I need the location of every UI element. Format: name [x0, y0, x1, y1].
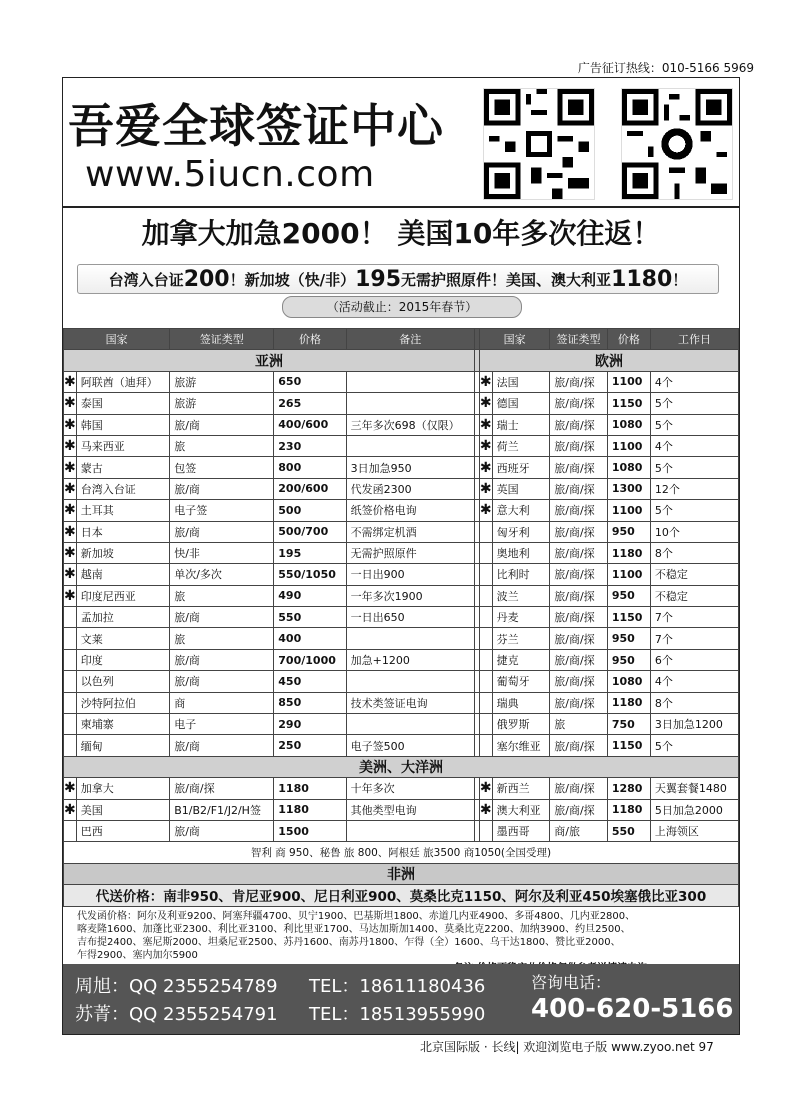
table-header-row	[64, 329, 739, 350]
price-cell: 650	[274, 371, 346, 392]
asterisk-icon: ✱	[479, 435, 492, 456]
col-price-2: 价格	[607, 329, 650, 350]
country-cell: 马来西亚	[76, 435, 169, 456]
asterisk-icon: ✱	[64, 542, 77, 563]
price-cell: 1180	[274, 778, 346, 799]
table-row	[64, 735, 739, 756]
table-row	[64, 628, 739, 649]
asterisk-icon: ✱	[479, 500, 492, 521]
price-cell: 290	[274, 714, 346, 735]
price-cell: 265	[274, 393, 346, 414]
table-row	[64, 585, 739, 606]
asterisk-icon	[479, 714, 492, 735]
country-cell: 葡萄牙	[492, 671, 550, 692]
table-row	[64, 478, 739, 499]
country-cell: 波兰	[492, 585, 550, 606]
days-cell: 5个	[650, 500, 738, 521]
brand-title: 吾爱全球签证中心	[68, 99, 444, 153]
table-row	[64, 607, 739, 628]
price-cell: 1100	[607, 435, 650, 456]
asterisk-icon: ✱	[64, 778, 77, 799]
table-row	[64, 799, 739, 820]
note-cell: 纸签价格电询	[346, 500, 474, 521]
note-cell: 一日出650	[346, 607, 474, 628]
country-cell: 泰国	[76, 393, 169, 414]
days-cell: 4个	[650, 371, 738, 392]
note-cell: 十年多次	[346, 778, 474, 799]
promo-price-b: 195	[355, 266, 402, 292]
country-cell: 越南	[76, 564, 169, 585]
price-cell: 1080	[607, 414, 650, 435]
type-cell: 旅/商	[170, 607, 274, 628]
type-cell: 旅	[550, 714, 608, 735]
table-row	[64, 778, 739, 799]
col-note: 备注	[346, 329, 474, 350]
type-cell: 旅/商	[170, 820, 274, 841]
asterisk-icon	[64, 820, 77, 841]
type-cell: 旅游	[170, 371, 274, 392]
country-cell: 墨西哥	[492, 820, 550, 841]
country-cell: 缅甸	[76, 735, 169, 756]
type-cell: 旅/商/探	[550, 778, 608, 799]
note-line: 喀麦隆1600、加蓬比亚2300、利比亚3100、利比里亚1700、马达加斯加1400、莫桑比克2200、加纳3900、约旦2500、	[77, 924, 631, 935]
days-cell: 5个	[650, 393, 738, 414]
section-row	[64, 863, 739, 884]
type-cell: 旅/商	[170, 414, 274, 435]
note-cell	[346, 393, 474, 414]
country-cell: 英国	[492, 478, 550, 499]
type-cell: 旅	[170, 435, 274, 456]
price-cell: 950	[607, 649, 650, 670]
col-type: 签证类型	[170, 329, 274, 350]
asterisk-icon	[64, 628, 77, 649]
contact-bar	[63, 964, 739, 1034]
asterisk-icon: ✱	[479, 778, 492, 799]
asterisk-icon	[479, 820, 492, 841]
country-cell: 巴西	[76, 820, 169, 841]
asterisk-icon: ✱	[64, 478, 77, 499]
visa-price-table	[63, 328, 739, 907]
days-cell: 7个	[650, 607, 738, 628]
type-cell: 旅/商/探	[550, 435, 608, 456]
country-cell: 印度	[76, 649, 169, 670]
days-cell: 5日加急2000	[650, 799, 738, 820]
type-cell: B1/B2/F1/J2/H签	[170, 799, 274, 820]
asterisk-icon	[479, 735, 492, 756]
price-cell: 1500	[274, 820, 346, 841]
type-cell: 包签	[170, 457, 274, 478]
contact-tel-2[interactable]: TEL：18513955990	[309, 1004, 486, 1025]
asterisk-icon	[479, 607, 492, 628]
note-cell	[346, 371, 474, 392]
price-cell: 1280	[607, 778, 650, 799]
asterisk-icon: ✱	[64, 457, 77, 478]
country-cell: 柬埔寨	[76, 714, 169, 735]
price-cell: 1180	[274, 799, 346, 820]
contact-qq-1[interactable]: 周旭：QQ 2355254789	[75, 976, 278, 997]
price-cell: 800	[274, 457, 346, 478]
price-cell: 230	[274, 435, 346, 456]
days-cell: 不稳定	[650, 564, 738, 585]
country-cell: 新西兰	[492, 778, 550, 799]
table-row	[64, 692, 739, 713]
note-cell	[346, 820, 474, 841]
table-row	[64, 371, 739, 392]
page-footer: 北京国际版 · 长线| 欢迎浏览电子版 www.zyoo.net 97	[420, 1040, 714, 1054]
type-cell: 旅/商/探	[550, 799, 608, 820]
header	[63, 78, 739, 206]
weibo-qr-code-icon	[621, 88, 733, 200]
type-cell: 旅/商	[170, 649, 274, 670]
type-cell: 电子签	[170, 500, 274, 521]
note-cell: 一年多次1900	[346, 585, 474, 606]
type-cell: 旅/商/探	[550, 628, 608, 649]
price-cell: 1180	[607, 542, 650, 563]
type-cell: 旅/商/探	[550, 735, 608, 756]
promo-banner	[77, 264, 719, 294]
country-cell: 新加坡	[76, 542, 169, 563]
days-cell: 8个	[650, 692, 738, 713]
agent-price: 代送价格：南非950、肯尼亚900、尼日利亚900、莫桑比克1150、阿尔及利亚450埃塞俄比亚300	[64, 885, 739, 906]
note-row	[64, 842, 739, 863]
days-cell: 不稳定	[650, 585, 738, 606]
asterisk-icon: ✱	[479, 393, 492, 414]
price-cell: 750	[607, 714, 650, 735]
type-cell: 商/旅	[550, 820, 608, 841]
ad-frame	[62, 77, 740, 1035]
note-line: 代发函价格：阿尔及利亚9200、阿塞拜疆4700、贝宁1900、巴基斯坦1800、赤道几内亚4900、多哥4800、几内亚2800、	[77, 911, 636, 922]
note-cell: 一日出900	[346, 564, 474, 585]
type-cell: 旅游	[170, 393, 274, 414]
days-cell: 12个	[650, 478, 738, 499]
deadline-pill: （活动截止：2015年春节）	[282, 296, 522, 318]
country-cell: 土耳其	[76, 500, 169, 521]
price-cell: 550/1050	[274, 564, 346, 585]
type-cell: 电子	[170, 714, 274, 735]
col-country: 国家	[64, 329, 170, 350]
price-cell: 1150	[607, 735, 650, 756]
asterisk-icon	[479, 542, 492, 563]
days-cell: 5个	[650, 735, 738, 756]
note-cell	[346, 714, 474, 735]
country-cell: 日本	[76, 521, 169, 542]
table-row	[64, 564, 739, 585]
days-cell: 5个	[650, 457, 738, 478]
price-cell: 1300	[607, 478, 650, 499]
col-type-2: 签证类型	[550, 329, 608, 350]
agent-row	[64, 885, 739, 906]
country-cell: 台湾入台证	[76, 478, 169, 499]
price-cell: 1180	[607, 692, 650, 713]
note-cell: 3日加急950	[346, 457, 474, 478]
asterisk-icon	[64, 735, 77, 756]
days-cell: 4个	[650, 435, 738, 456]
table-row	[64, 649, 739, 670]
price-cell: 850	[274, 692, 346, 713]
asterisk-icon	[479, 564, 492, 585]
type-cell: 旅/商/探	[550, 585, 608, 606]
type-cell: 旅	[170, 628, 274, 649]
table-row	[64, 414, 739, 435]
promo-text-a: 台湾入台证	[108, 270, 184, 289]
col-price: 价格	[274, 329, 346, 350]
country-cell: 韩国	[76, 414, 169, 435]
days-cell: 3日加急1200	[650, 714, 738, 735]
table-row	[64, 521, 739, 542]
type-cell: 旅/商	[170, 671, 274, 692]
type-cell: 商	[170, 692, 274, 713]
days-cell: 4个	[650, 671, 738, 692]
table-row	[64, 542, 739, 563]
price-cell: 950	[607, 585, 650, 606]
country-cell: 荷兰	[492, 435, 550, 456]
country-cell: 芬兰	[492, 628, 550, 649]
note-cell: 其他类型电询	[346, 799, 474, 820]
type-cell: 旅/商/探	[170, 778, 274, 799]
price-cell: 195	[274, 542, 346, 563]
price-cell: 950	[607, 628, 650, 649]
qr-code-icon	[483, 88, 595, 200]
website-url: www.5iucn.com	[85, 154, 375, 195]
type-cell: 旅/商/探	[550, 457, 608, 478]
type-cell: 旅	[170, 585, 274, 606]
asterisk-icon	[64, 692, 77, 713]
price-cell: 1080	[607, 457, 650, 478]
col-country-2: 国家	[479, 329, 549, 350]
type-cell: 旅/商/探	[550, 393, 608, 414]
asterisk-icon: ✱	[479, 799, 492, 820]
contact-tel-1[interactable]: TEL：18611180436	[309, 976, 486, 997]
country-cell: 俄罗斯	[492, 714, 550, 735]
days-cell: 6个	[650, 649, 738, 670]
promo-text-c: ！新加坡（快/非）	[229, 270, 356, 289]
country-cell: 瑞士	[492, 414, 550, 435]
country-cell: 以色列	[76, 671, 169, 692]
table-row	[64, 714, 739, 735]
asterisk-icon	[64, 649, 77, 670]
table-row	[64, 820, 739, 841]
promo-price-c: 1180	[611, 266, 673, 292]
asterisk-icon: ✱	[64, 799, 77, 820]
promo-text-e: 无需护照原件！美国、澳大利亚	[401, 270, 612, 289]
country-cell: 加拿大	[76, 778, 169, 799]
section-asia: 亚洲	[64, 350, 475, 371]
asterisk-icon: ✱	[479, 457, 492, 478]
type-cell: 旅/商/探	[550, 607, 608, 628]
country-cell: 印度尼西亚	[76, 585, 169, 606]
country-cell: 孟加拉	[76, 607, 169, 628]
price-cell: 400/600	[274, 414, 346, 435]
section-africa: 非洲	[64, 863, 739, 884]
note-line: 吉布提2400、塞尼斯2000、坦桑尼亚2500、苏丹1600、南苏丹1800、乍得（全）1600、乌干达1800、赞比亚2000、	[77, 937, 621, 948]
promo-price-a: 200	[183, 266, 230, 292]
country-cell: 沙特阿拉伯	[76, 692, 169, 713]
asterisk-icon: ✱	[64, 564, 77, 585]
type-cell: 旅/商/探	[550, 542, 608, 563]
country-cell: 塞尔维亚	[492, 735, 550, 756]
note-cell: 三年多次698（仅限）	[346, 414, 474, 435]
table-row	[64, 435, 739, 456]
price-cell: 200/600	[274, 478, 346, 499]
country-cell: 匈牙利	[492, 521, 550, 542]
ad-hotline: 广告征订热线：010-5166 5969	[577, 61, 754, 75]
price-cell: 490	[274, 585, 346, 606]
section-row	[64, 756, 739, 777]
type-cell: 旅/商/探	[550, 671, 608, 692]
note-cell	[346, 435, 474, 456]
asterisk-icon	[64, 607, 77, 628]
asterisk-icon: ✱	[64, 500, 77, 521]
asterisk-icon	[479, 521, 492, 542]
country-cell: 蒙古	[76, 457, 169, 478]
note-cell: 无需护照原件	[346, 542, 474, 563]
asterisk-icon: ✱	[64, 393, 77, 414]
days-cell: 5个	[650, 414, 738, 435]
price-cell: 1180	[607, 799, 650, 820]
table-row	[64, 393, 739, 414]
asterisk-icon: ✱	[64, 521, 77, 542]
note-cell: 技术类签证电询	[346, 692, 474, 713]
country-cell: 美国	[76, 799, 169, 820]
asterisk-icon: ✱	[479, 414, 492, 435]
days-cell: 8个	[650, 542, 738, 563]
col-days: 工作日	[650, 329, 738, 350]
price-cell: 550	[607, 820, 650, 841]
table-row	[64, 457, 739, 478]
price-cell: 1100	[607, 371, 650, 392]
asterisk-icon	[64, 714, 77, 735]
days-cell: 上海领区	[650, 820, 738, 841]
country-cell: 澳大利亚	[492, 799, 550, 820]
price-cell: 550	[274, 607, 346, 628]
type-cell: 旅/商	[170, 478, 274, 499]
country-cell: 捷克	[492, 649, 550, 670]
note-cell	[346, 671, 474, 692]
type-cell: 旅/商	[170, 521, 274, 542]
hotline-label: 咨询电话：	[531, 973, 612, 992]
table-row	[64, 671, 739, 692]
type-cell: 旅/商/探	[550, 371, 608, 392]
country-cell: 阿联酋（迪拜）	[76, 371, 169, 392]
section-americas: 美洲、大洋洲	[64, 756, 739, 777]
asterisk-icon: ✱	[479, 478, 492, 499]
divider	[63, 206, 739, 208]
price-cell: 1100	[607, 564, 650, 585]
price-cell: 700/1000	[274, 649, 346, 670]
days-cell: 10个	[650, 521, 738, 542]
days-cell: 天翼套餐1480	[650, 778, 738, 799]
country-cell: 比利时	[492, 564, 550, 585]
section-europe: 欧洲	[479, 350, 738, 371]
price-cell: 1150	[607, 393, 650, 414]
price-cell: 250	[274, 735, 346, 756]
headline: 加拿大加急2000！ 美国10年多次往返！	[141, 217, 661, 250]
type-cell: 旅/商/探	[550, 500, 608, 521]
type-cell: 单次/多次	[170, 564, 274, 585]
americas-note: 智利 商 950、秘鲁 旅 800、阿根廷 旅3500 商1050(全国受理)	[64, 842, 739, 863]
asterisk-icon: ✱	[64, 371, 77, 392]
asterisk-icon: ✱	[64, 414, 77, 435]
note-cell: 加急+1200	[346, 649, 474, 670]
type-cell: 旅/商/探	[550, 478, 608, 499]
country-cell: 法国	[492, 371, 550, 392]
asterisk-icon: ✱	[64, 435, 77, 456]
note-cell: 电子签500	[346, 735, 474, 756]
type-cell: 旅/商/探	[550, 564, 608, 585]
type-cell: 旅/商/探	[550, 521, 608, 542]
note-cell: 不需绑定机酒	[346, 521, 474, 542]
price-cell: 950	[607, 521, 650, 542]
country-cell: 奥地利	[492, 542, 550, 563]
table-row	[64, 500, 739, 521]
days-cell: 7个	[650, 628, 738, 649]
asterisk-icon	[479, 649, 492, 670]
asterisk-icon	[479, 585, 492, 606]
price-cell: 500/700	[274, 521, 346, 542]
type-cell: 旅/商/探	[550, 414, 608, 435]
country-cell: 西班牙	[492, 457, 550, 478]
type-cell: 旅/商/探	[550, 692, 608, 713]
price-cell: 400	[274, 628, 346, 649]
note-line: 乍得2900、塞内加尔5900	[77, 950, 198, 961]
note-cell	[346, 628, 474, 649]
country-cell: 德国	[492, 393, 550, 414]
asterisk-icon	[64, 671, 77, 692]
price-cell: 450	[274, 671, 346, 692]
contact-qq-2[interactable]: 苏菁：QQ 2355254791	[75, 1004, 278, 1025]
type-cell: 快/非	[170, 542, 274, 563]
price-cell: 500	[274, 500, 346, 521]
promo-text-g: ！	[672, 270, 688, 289]
price-cell: 1100	[607, 500, 650, 521]
country-cell: 意大利	[492, 500, 550, 521]
note-cell: 代发函2300	[346, 478, 474, 499]
asterisk-icon	[479, 671, 492, 692]
price-cell: 1150	[607, 607, 650, 628]
asterisk-icon	[479, 628, 492, 649]
asterisk-icon	[479, 692, 492, 713]
country-cell: 瑞典	[492, 692, 550, 713]
price-cell: 1080	[607, 671, 650, 692]
asterisk-icon: ✱	[479, 371, 492, 392]
hotline-number[interactable]: 400-620-5166	[531, 994, 734, 1024]
section-row	[64, 350, 739, 371]
type-cell: 旅/商/探	[550, 649, 608, 670]
asterisk-icon: ✱	[64, 585, 77, 606]
country-cell: 文莱	[76, 628, 169, 649]
type-cell: 旅/商	[170, 735, 274, 756]
country-cell: 丹麦	[492, 607, 550, 628]
